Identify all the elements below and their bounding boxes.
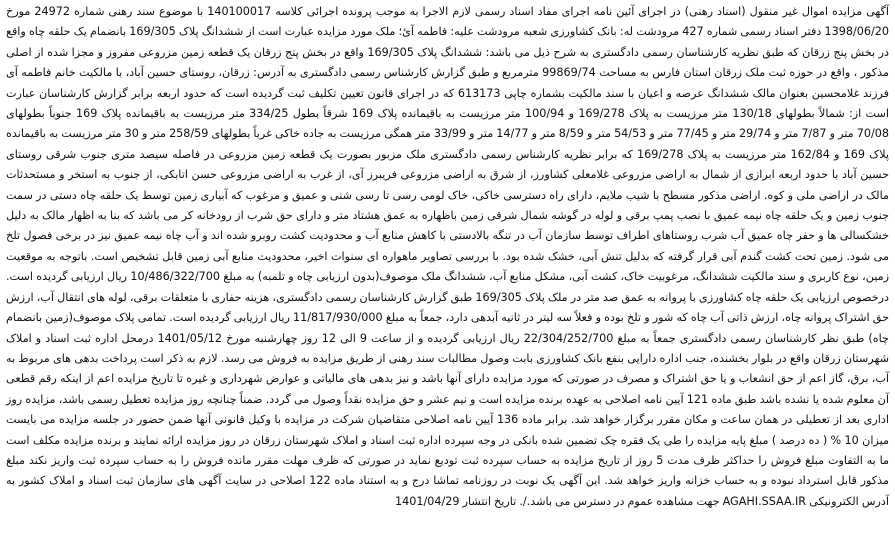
notice-body-text: آگهی مزایده اموال غیر منقول (اسناد رهنی) در اجرای آئین نامه اجرای مفاد اسناد رسمی لازم الاجرا به موجب پرونده اجرائی کلاسه 140100017 با موضوع سند رهنی شماره 24972 مورخ 1398/06/20 دفتر اسناد رسمی شماره 427 مرودشت له: بانک کشاورزی شعبه مرودشت علیه: فاطمه آئ؛ ملک مورد مزایده عبارت است از ششدانگ پلاک 169/305 بانضمام یک حلقه چاه واقع در بخش پنج زرقان که طبق نظریه کارشناسان رسمی دادگستری به شرح ذیل می باشد: ششدانگ پلاک 169/305 واقع در بخش پنج زرقان یک قطعه زمین مزروعی مفروز و مجزا شده از اصلی مذکور ، واقع در حوزه ثبت ملک زرقان استان فارس به مساحت 99869/74 مترمربع و طبق گزارش کارشناس رسمی دادگستری به آدرس: زرقان، روستای حسین آباد، با مالکیت خانم فاطمه آی فرزند غلامحسین بعنوان مالک ششدانگ عرصه و اعیان با سند مالکیت بشماره چاپی 613173 که در اجرای قانون تعیین تکلیف ثبت گردیده است که حدود اربعه برابر گزارش کارشناسان عبارت است از: شمالاً بطولهای 130/18 متر مرزیست به پلاک 169/278 و 100/94 متر مرزیست به باقیمانده پلاک 169 شرقاً بطول 334/25 متر مرزیست به باقیمانده پلاک 169 جنوباً بطولهای 70/08 متر و 7/87 متر و 29/74 متر و 77/45 متر و 54/53 متر و 8/59 متر و 14/77 متر و 33/99 متر همگی مرزیست به جاده خاکی غرباً بطولهای 258/59 متر و 30 متر مرزیست به باقیمانده پلاک 169 و 162/84 متر مرزیست به پلاک 169/278 که برابر نظریه کارشناس رسمی دادگستری ملک مزبور بصورت یک قطعه زمین مزروعی در فاصله سیصد متری جنوب شرقی روستای حسین آباد با حدود اربعه ابرازی از شمال به اراضی مزروعی غلامعلی کشاورز، از شرق به اراضی مزروعی فریبرز آی، از غرب به اراضی مزروعی حسن اتابکی، از جنوب به استخر و مستحدثات مالک در اراضی ملی و کوه. اراضی مذکور مسطح با شیب ملایم، دارای راه دسترسی خاکی، خاک لومی رسی تا رسی شنی و عمیق و مرغوب که آبیاری زمین توسط یک حلقه چاه دستی در سمت جنوب زمین و یک حلقه چاه نیمه عمیق با نصب پمپ برقی و لوله در گوشه شمال شرقی زمین باظهاره به عمق هشتاد متر و دارای حق شرب از رودخانه کر می باشد که بنا به اظهار مالک به دلیل خشکسالی ها و حفر چاه عمیق آب شرب روستاهای اطراف توسط سازمان آب در تنگه بالادستی با کاهش منابع آب و محدودیت کشت روبرو شده اند و آب چاه نیمه عمیق نیز در برخی فصول تلخ می شود. زمین تحت کشت گندم آبی قرار گرفته که بدلیل تنش آبی، خشک شده بود. با بررسی تصاویر ماهواره ای سنوات اخیر، محدودیت منابع آبی زمین قابل تشخیص است. باتوجه به موقعیت زمین، نوع کاربری و سند مالکیت ششدانگ، مرغوبیت خاک، کشت آبی، مشکل منابع آب، ششدانگ ملک موصوف(بدون ارزیابی چاه و تلمبه) به مبلغ 10/486/322/700 ریال ارزیابی گردیده است. درخصوص ارزیابی یک حلقه چاه کشاورزی با پروانه به عمق صد متر در ملک پلاک 169/305 طبق گزارش کارشناسان رسمی دادگستری، هزینه حفاری با متعلقات برقی، لوله های انتقال آب، ارزش حق اشتراک پروانه چاه، ارزش ذاتی آب چاه که شور و تلخ بوده و فعلاً سه لیتر در ثانیه آبدهی دارد، جمعاً به مبلغ 11/817/930/000 ریال ارزیابی گردیده است. تمامی پلاک موصوف(زمین بانضمام چاه) طبق نظر کارشناسان رسمی دادگستری جمعاً به مبلغ 22/304/252/700 ریال ارزیابی گردیده و از ساعت 9 الی 12 روز چهارشنبه مورخ 1401/05/12 درمحل اداره ثبت اسناد و املاک شهرستان زرقان واقع در بلوار بخشنده، جنب اداره دارایی بنفع بانک کشاورزی بابت وصول مطالبات سند رهنی از طریق مزایده به فروش می رسد. لازم به ذکر است پرداخت بدهی های مربوط به آب، برق، گاز اعم از حق انشعاب و یا حق اشتراک و مصرف در صورتی که مورد مزایده دارای آنها باشد و نیز بدهی های مالیاتی و عوارض شهرداری و غیره تا تاریخ مزایده اعم از اینکه رقم قطعی آن معلوم شده یا نشده باشد طبق ماده 121 آیین نامه اصلاحی به عهده برنده مزایده است و نیم عشر و حق مزایده نقداً وصول می گردد. ضمناً چنانچه روز مزایده تعطیل رسمی باشد، مزایده روز اداری بعد از تعطیلی در همان ساعت و مکان مقرر برگزار خواهد شد. برابر ماده 136 آیین نامه اصلاحی متقاضیان شرکت در مزایده با وکیل قانونی آنها ضمن حضور در جلسه مزایده می بایست میزان 10 % ( ده درصد ) مبلغ پایه مزایده را طی یک فقره چک تضمین شده بانکی در وجه سپرده اداره ثبت اسناد و املاک شهرستان زرقان در روز مزایده ارائه نمایند و برنده مزایده مکلف است ما به التفاوت مبلغ فروش را حداکثر ظرف مدت 5 روز از تاریخ مزایده به حساب سپرده ثبت تودیع نماید در صورتی که ظرف مهلت مقرر مانده فروش را به حساب سپرده ثبت واریز نکند مبلغ مذکور قابل استرداد نبوده و به حساب خزانه واریز خواهد شد. این آگهی یک نوبت در روزنامه تماشا درج و به استناد ماده 122 اصلاحی در سایت آگهی های سازمان ثبت اسناد و املاک کشور به آدرس الکترونیکی AGAHI.SSAA.IR جهت مشاهده عموم در دسترس می باشد./. تاریخ انتشار 1401/04/29: [6, 5, 890, 508]
